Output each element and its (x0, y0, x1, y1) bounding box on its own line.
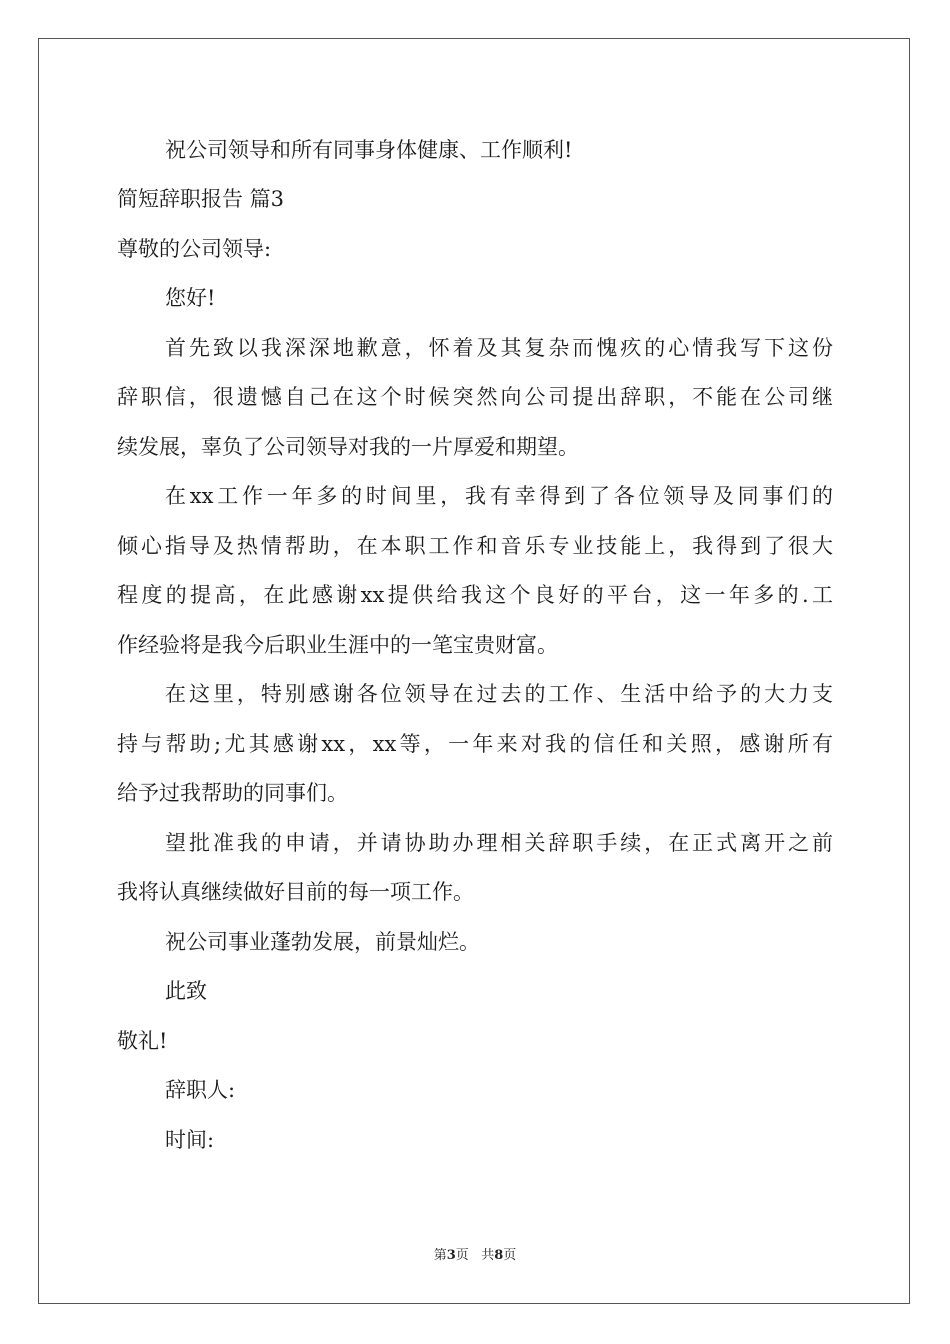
paragraph-4-line: 望批准我的申请，并请协助办理相关辞职手续，在正式离开之前 (165, 831, 833, 855)
footer-prefix: 第 (433, 1248, 447, 1263)
page-footer (0, 1244, 950, 1263)
paragraph-1-line: 首先致以我深深地歉意，怀着及其复杂而愧疚的心情我写下这份 (165, 336, 833, 360)
salutation: 尊敬的公司领导: (117, 237, 272, 261)
footer-suffix: 页 (503, 1248, 517, 1263)
wish-line: 祝公司事业蓬勃发展，前景灿烂。 (165, 930, 480, 954)
paragraph-1-line: 续发展，辜负了公司领导对我的一片厚爱和期望。 (117, 435, 579, 459)
paragraph-3-line: 持与帮助;尤其感谢xx，xx等，一年来对我的信任和关照，感谢所有 (117, 732, 833, 756)
footer-page-number: 3 (446, 1248, 456, 1263)
paragraph-1-line: 辞职信，很遗憾自己在这个时候突然向公司提出辞职，不能在公司继 (117, 385, 833, 409)
jingli-line: 敬礼! (117, 1029, 168, 1053)
page-frame (38, 38, 910, 1304)
footer-mid: 页 共 (455, 1248, 495, 1263)
paragraph-3-line: 在这里，特别感谢各位领导在过去的工作、生活中给予的大力支 (165, 682, 833, 706)
paragraph-2-line: 在xx工作一年多的时间里，我有幸得到了各位领导及同事们的 (165, 484, 833, 508)
closing-line: 祝公司领导和所有同事身体健康、工作顺利! (165, 138, 573, 162)
section-title: 简短辞职报告 篇3 (117, 187, 285, 211)
paragraph-4-line: 我将认真继续做好目前的每一项工作。 (117, 880, 474, 904)
greeting: 您好! (165, 286, 216, 310)
cizhi-line: 此致 (165, 979, 207, 1003)
paragraph-2-line: 作经验将是我今后职业生涯中的一笔宝贵财富。 (117, 633, 558, 657)
date-line: 时间: (165, 1128, 215, 1152)
footer-page-total: 8 (494, 1248, 504, 1263)
paragraph-2-line: 倾心指导及热情帮助，在本职工作和音乐专业技能上，我得到了很大 (117, 534, 833, 558)
resigner-line: 辞职人: (165, 1078, 236, 1102)
paragraph-3-line: 给予过我帮助的同事们。 (117, 781, 348, 805)
paragraph-2-line: 程度的提高，在此感谢xx提供给我这个良好的平台，这一年多的.工 (117, 583, 833, 607)
